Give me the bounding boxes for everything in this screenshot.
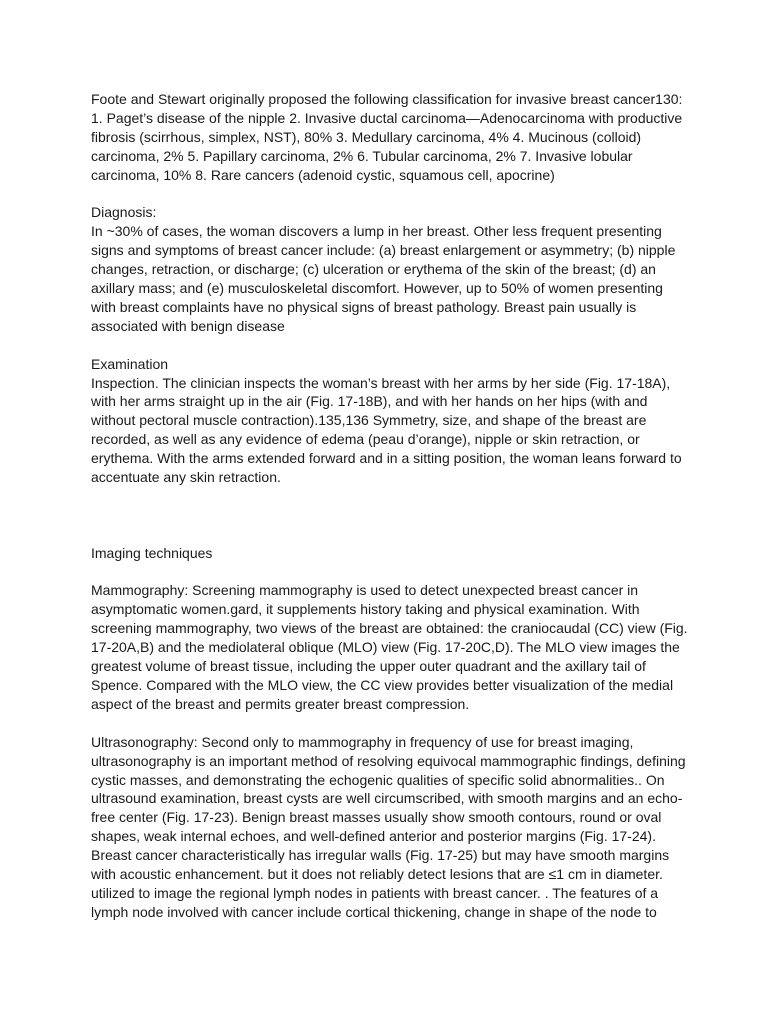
- spacer: [91, 185, 691, 204]
- spacer: [91, 487, 691, 544]
- imaging-heading: Imaging techniques: [91, 544, 213, 561]
- spacer: [91, 563, 691, 582]
- diagnosis-heading: Diagnosis:: [91, 204, 157, 221]
- examination-heading: Examination: [91, 355, 169, 372]
- spacer: [91, 714, 691, 733]
- examination-paragraph: Inspection. The clinician inspects the woman’s breast with her arms by her side (Fig. 17-18A), with her arms straight up in the air (Fig. 17-18B), and with her hands on her hips (with and without pectoral muscle contraction).135,136 Symmetry, size, and shape of the breast are recorded, as well as any evidence of edema (peau d’orange), nipple or skin retraction, or erythema. With the arms extended forward and in a sitting position, the woman leans forward to accentuate any skin retraction.: [91, 374, 682, 486]
- diagnosis-paragraph: In ~30% of cases, the woman discovers a lump in her breast. Other less frequent presenting signs and symptoms of breast cancer include: (a) breast enlargement or asymmetry; (b) nipple changes, retraction, or discharge; (c) ulceration or erythema of the skin of the breast; (d) an axillary mass; and (e) musculoskeletal discomfort. However, up to 50% of women presenting with breast complaints have no physical signs of breast pathology. Breast pain usually is associated with benign disease: [91, 223, 676, 334]
- spacer: [91, 336, 691, 355]
- classification-paragraph: Foote and Stewart originally proposed the following classification for invasive breast cancer130: 1. Paget’s disease of the nipple 2. Invasive ductal carcinoma—Adenocarcinoma with productive fibrosis (scirrhous, simplex, NST), 80% 3. Medullary carcinoma, 4% 4. Mucinous (colloid) carcinoma, 2% 5. Papillary carcinoma, 2% 6. Tubular carcinoma, 2% 7. Invasive lobular carcinoma, 10% 8. Rare cancers (adenoid cystic, squamous cell, apocrine): [91, 91, 683, 183]
- document-page: [91, 90, 691, 922]
- mammography-paragraph: Mammography: Screening mammography is used to detect unexpected breast cancer in asymptomatic women.gard, it supplements history taking and physical examination. With screening mammography, two views of the breast are obtained: the craniocaudal (CC) view (Fig. 17-20A,B) and the mediolateral oblique (MLO) view (Fig. 17-20C,D). The MLO view images the greatest volume of breast tissue, including the upper outer quadrant and the axillary tail of Spence. Compared with the MLO view, the CC view provides better visualization of the medial aspect of the breast and permits greater breast compression.: [91, 582, 688, 712]
- ultrasonography-paragraph: Ultrasonography: Second only to mammography in frequency of use for breast imaging, ultrasonography is an important method of resolving equivocal mammographic findings, defining cystic masses, and demonstrating the echogenic qualities of specific solid abnormalities.. On ultrasound examination, breast cysts are well circumscribed, with smooth margins and an echo-free center (Fig. 17-23). Benign breast masses usually show smooth contours, round or oval shapes, weak internal echoes, and well-defined anterior and posterior margins (Fig. 17-24). Breast cancer characteristically has irregular walls (Fig. 17-25) but may have smooth margins with acoustic enhancement. but it does not reliably detect lesions that are ≤1 cm in diameter. utilized to image the regional lymph nodes in patients with breast cancer. . The features of a lymph node involved with cancer include cortical thickening, change in shape of the node to: [91, 733, 686, 920]
